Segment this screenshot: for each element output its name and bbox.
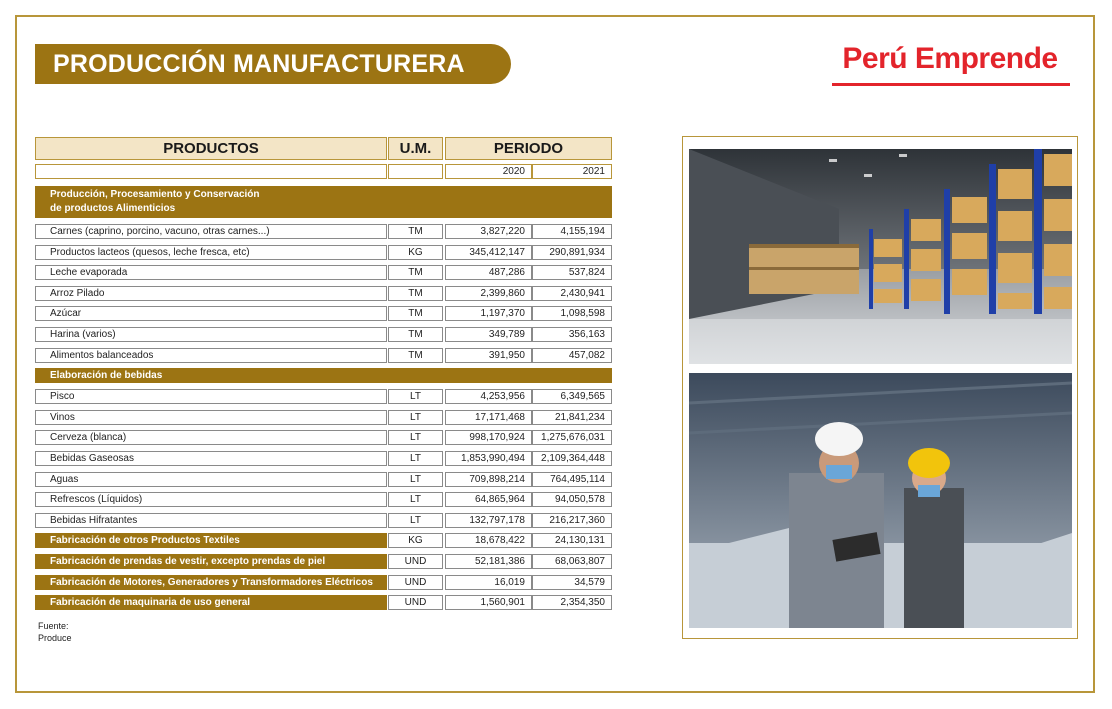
value-2020: 349,789: [445, 327, 532, 342]
value-2021: 2,109,364,448: [532, 451, 612, 466]
value-2021: 290,891,934: [532, 245, 612, 260]
section-title-line: de productos Alimenticios: [50, 203, 176, 214]
product-name: Azúcar: [35, 306, 387, 321]
value-2021: 457,082: [532, 348, 612, 363]
value-2021: 34,579: [532, 575, 612, 590]
value-2021: 2,354,350: [532, 595, 612, 610]
category-row: [35, 595, 612, 610]
unit-of-measure: LT: [388, 430, 443, 445]
table-row: [35, 224, 612, 239]
value-2021: 537,824: [532, 265, 612, 280]
factory-workers-photo: [689, 373, 1072, 628]
value-2020: 132,797,178: [445, 513, 532, 528]
source-value: Produce: [38, 633, 72, 643]
unit-of-measure: TM: [388, 265, 443, 280]
table-row: [35, 245, 612, 260]
section-title: [50, 186, 260, 218]
product-name: Bebidas Gaseosas: [35, 451, 387, 466]
product-name: Leche evaporada: [35, 265, 387, 280]
unit-of-measure: LT: [388, 451, 443, 466]
product-name: Cerveza (blanca): [35, 430, 387, 445]
unit-of-measure: KG: [388, 245, 443, 260]
value-2021: 764,495,114: [532, 472, 612, 487]
source-note: [38, 620, 72, 644]
header-products: PRODUCTOS: [35, 137, 387, 160]
value-2020: 998,170,924: [445, 430, 532, 445]
year-2020: 2020: [445, 164, 532, 179]
value-2020: 1,197,370: [445, 306, 532, 321]
category-row: [35, 533, 612, 548]
value-2020: 16,019: [445, 575, 532, 590]
unit-of-measure: TM: [388, 306, 443, 321]
value-2020: 4,253,956: [445, 389, 532, 404]
value-2020: 487,286: [445, 265, 532, 280]
value-2020: 709,898,214: [445, 472, 532, 487]
brand-logo: Perú Emprende: [842, 42, 1058, 75]
product-name: Bebidas Hifratantes: [35, 513, 387, 528]
subheader-blank-products: [35, 164, 387, 179]
table-row: [35, 513, 612, 528]
product-name: Carnes (caprino, porcino, vacuno, otras carnes...): [35, 224, 387, 239]
product-name: Pisco: [35, 389, 387, 404]
section-title-line: Elaboración de bebidas: [50, 369, 163, 381]
section-title: [50, 368, 162, 383]
unit-of-measure: LT: [388, 492, 443, 507]
value-2020: 345,412,147: [445, 245, 532, 260]
source-label: Fuente:: [38, 621, 69, 631]
warehouse-photo: [689, 149, 1072, 364]
value-2021: 1,098,598: [532, 306, 612, 321]
value-2021: 1,275,676,031: [532, 430, 612, 445]
value-2020: 1,853,990,494: [445, 451, 532, 466]
value-2021: 216,217,360: [532, 513, 612, 528]
table-row: [35, 306, 612, 321]
value-2021: 21,841,234: [532, 410, 612, 425]
product-name: Fabricación de prendas de vestir, excepto prendas de piel: [35, 554, 387, 569]
table-header: [35, 137, 612, 160]
value-2020: 52,181,386: [445, 554, 532, 569]
value-2021: 24,130,131: [532, 533, 612, 548]
unit-of-measure: LT: [388, 513, 443, 528]
value-2020: 3,827,220: [445, 224, 532, 239]
category-row: [35, 575, 612, 590]
value-2020: 391,950: [445, 348, 532, 363]
subheader-blank-um: [388, 164, 443, 179]
value-2021: 68,063,807: [532, 554, 612, 569]
section-title-line: Producción, Procesamiento y Conservación: [50, 189, 260, 200]
table-row: [35, 410, 612, 425]
value-2021: 2,430,941: [532, 286, 612, 301]
section-header: [35, 186, 612, 218]
product-name: Refrescos (Líquidos): [35, 492, 387, 507]
value-2021: 4,155,194: [532, 224, 612, 239]
table-row: [35, 451, 612, 466]
product-name: Vinos: [35, 410, 387, 425]
category-row: [35, 554, 612, 569]
unit-of-measure: TM: [388, 224, 443, 239]
header-period: PERIODO: [445, 137, 612, 160]
value-2020: 64,865,964: [445, 492, 532, 507]
product-name: Productos lacteos (quesos, leche fresca, etc): [35, 245, 387, 260]
unit-of-measure: UND: [388, 554, 443, 569]
product-name: Fabricación de Motores, Generadores y Transformadores Eléctricos: [35, 575, 387, 590]
product-name: Harina (varios): [35, 327, 387, 342]
product-name: Aguas: [35, 472, 387, 487]
value-2020: 1,560,901: [445, 595, 532, 610]
product-name: Arroz Pilado: [35, 286, 387, 301]
year-2021: 2021: [532, 164, 612, 179]
brand-underline: [832, 83, 1070, 86]
table-row: [35, 430, 612, 445]
table-row: [35, 265, 612, 280]
section-header: [35, 368, 612, 383]
product-name: Alimentos balanceados: [35, 348, 387, 363]
unit-of-measure: LT: [388, 410, 443, 425]
table-row: [35, 472, 612, 487]
unit-of-measure: UND: [388, 595, 443, 610]
table-row: [35, 492, 612, 507]
table-row: [35, 286, 612, 301]
value-2020: 18,678,422: [445, 533, 532, 548]
table-row: [35, 348, 612, 363]
value-2020: 2,399,860: [445, 286, 532, 301]
table-row: [35, 327, 612, 342]
unit-of-measure: UND: [388, 575, 443, 590]
unit-of-measure: TM: [388, 327, 443, 342]
page-title-banner: [35, 44, 511, 84]
unit-of-measure: LT: [388, 389, 443, 404]
value-2021: 94,050,578: [532, 492, 612, 507]
unit-of-measure: LT: [388, 472, 443, 487]
header-um: U.M.: [388, 137, 443, 160]
product-name: Fabricación de otros Productos Textiles: [35, 533, 387, 548]
table-row: [35, 389, 612, 404]
value-2021: 356,163: [532, 327, 612, 342]
unit-of-measure: TM: [388, 286, 443, 301]
product-name: Fabricación de maquinaria de uso general: [35, 595, 387, 610]
unit-of-measure: TM: [388, 348, 443, 363]
table-subheader: [35, 164, 612, 179]
value-2021: 6,349,565: [532, 389, 612, 404]
page-title: PRODUCCIÓN MANUFACTURERA: [53, 49, 465, 78]
unit-of-measure: KG: [388, 533, 443, 548]
value-2020: 17,171,468: [445, 410, 532, 425]
